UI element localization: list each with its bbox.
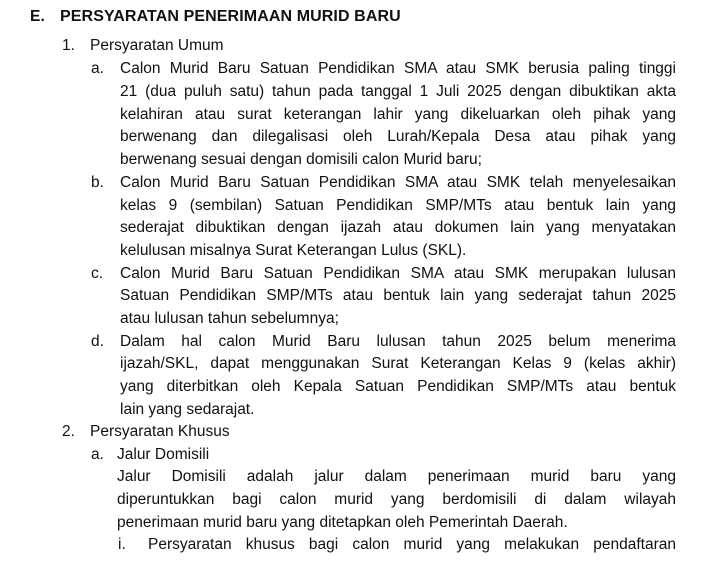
section-title: PERSYARATAN PENERIMAAN MURID BARU <box>60 8 401 25</box>
subitem-marker: b. <box>91 174 104 191</box>
paragraph-line: kelahiran atau surat keterangan lahir yang dikeluarkan oleh pihak yang <box>120 106 676 123</box>
paragraph-line: atau lulusan tahun sebelumnya; <box>120 310 339 327</box>
paragraph-line: berwenang dan dilegalisasi oleh Lurah/Kepala Desa atau pihak yang <box>120 128 676 145</box>
paragraph-line: kelulusan misalnya Surat Keterangan Lulus (SKL). <box>120 242 467 259</box>
item-marker: 1. <box>62 37 75 54</box>
subitem-marker: c. <box>91 265 104 282</box>
section-heading <box>30 5 401 28</box>
paragraph-line: Calon Murid Baru Satuan Pendidikan SMA atau SMK merupakan lulusan <box>120 265 676 282</box>
paragraph-line: berwenang sesuai dengan domisili calon Murid baru; <box>120 151 482 168</box>
item-title: Persyaratan Umum <box>90 37 224 54</box>
subitem-title: Jalur Domisili <box>117 446 210 463</box>
paragraph-line: lain yang sedarajat. <box>120 401 255 418</box>
item-marker: 2. <box>62 423 75 440</box>
paragraph-line: Persyaratan khusus bagi calon murid yang melakukan pendaftaran <box>148 536 676 553</box>
paragraph-line: diperuntukkan bagi calon murid yang berdomisili di dalam wilayah <box>117 491 676 508</box>
paragraph-line: Calon Murid Baru Satuan Pendidikan SMA atau SMK berusia paling tinggi <box>120 60 676 77</box>
section-marker: E. <box>30 8 45 25</box>
point-marker: i. <box>118 536 126 553</box>
paragraph-line: ijazah/SKL, dapat menggunakan Surat Keterangan Kelas 9 (kelas akhir) <box>120 355 676 372</box>
paragraph-line: Dalam hal calon Murid Baru lulusan tahun 2025 belum menerima <box>120 333 676 350</box>
paragraph-line: Satuan Pendidikan SMP/MTs atau bentuk lain yang sederajat tahun 2025 <box>120 287 676 304</box>
item-title: Persyaratan Khusus <box>90 423 230 440</box>
subitem-marker: a. <box>91 60 104 77</box>
paragraph-line: Calon Murid Baru Satuan Pendidikan SMA atau SMK telah menyelesaikan <box>120 174 676 191</box>
paragraph-line: penerimaan murid baru yang ditetapkan oleh Pemerintah Daerah. <box>117 514 568 531</box>
paragraph-line: 21 (dua puluh satu) tahun pada tanggal 1 Juli 2025 dengan dibuktikan akta <box>120 83 676 100</box>
paragraph-line: Jalur Domisili adalah jalur dalam penerimaan murid baru yang <box>117 468 676 485</box>
paragraph-line: yang diterbitkan oleh Kepala Satuan Pendidikan SMP/MTs atau bentuk <box>120 378 676 395</box>
paragraph-line: kelas 9 (sembilan) Satuan Pendidikan SMP/MTs atau bentuk lain yang <box>120 197 676 214</box>
subitem-marker: d. <box>91 333 104 350</box>
subitem-marker: a. <box>91 446 104 463</box>
paragraph-line: sederajat dibuktikan dengan ijazah atau dokumen lain yang menyatakan <box>120 219 676 236</box>
